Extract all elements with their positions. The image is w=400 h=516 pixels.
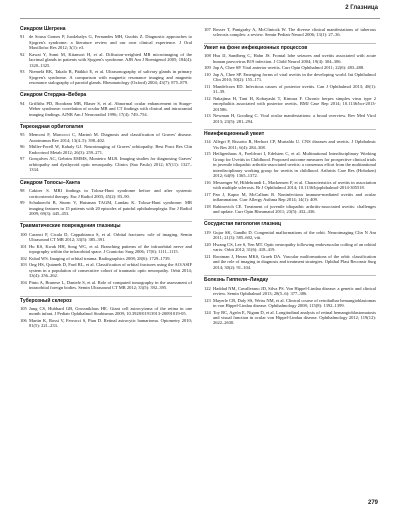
reference-entry — [204, 298, 376, 309]
section-heading: Синдром Стерджа–Вебера — [20, 90, 192, 98]
reference-text: Haddad NM, Cavallerano JD, Silva PS. Von Hippel-Lindau disease: a genetic and clinical review. Semin Ophthalmol 2013; 28(5–6): 377–386. — [213, 285, 376, 296]
section-heading: Травматические повреждения глазницы — [20, 221, 192, 229]
reference-text: Gujar SK, Gandhi D. Congenital malformations of the orbit. Neuroimaging Clin N Am 2011; 21(3): 585–602, viii. — [213, 229, 376, 241]
reference-number: 94 — [20, 100, 25, 106]
chapter-title: 2 Глазница — [345, 5, 378, 11]
section-heading: Синдром Шегрена — [20, 26, 66, 32]
reference-text: Jap A, Chee SP. Emerging forms of viral uveitis in the developing world. Int Ophthalmol Clin 2010; 50(2): 155–171. — [213, 71, 376, 83]
reference-number: 123 — [204, 297, 211, 303]
reference-text: Griffiths PD, Boodram MB, Blaser S, et al. Abnormal ocular enhancement in Sturge-Weber syndrome: correlation of ocular MR and CT findings with clinical and intracranial imaging findings. AJNR Am J Neuroradiol 1996; 17(4): 749–754. — [29, 100, 192, 117]
section-heading: Увеит на фоне инфекционных процессов — [204, 43, 376, 51]
page-number: 279 — [367, 500, 378, 506]
reference-entry — [204, 192, 376, 203]
section-heading: Синдром Толосы–Ханта — [20, 178, 192, 186]
reference-number: 98 — [20, 188, 25, 194]
reference-number: 96 — [20, 144, 25, 150]
reference-entry — [204, 151, 376, 178]
reference-entry — [20, 156, 192, 172]
reference-text: Jap A, Chee SP. Viral anterior uveitis. Curr Opin Ophthalmol 2011; 22(6): 483–488. — [213, 65, 365, 71]
reference-entry — [20, 262, 192, 278]
reference-text: Rootman J, Heran MKS, Graeb DA. Vascular malformations of the orbit: classification and the role of imaging in diagnosis and treatment strategies. Ophthal Plast Reconstr Surg 2014; 30(2): 91–104. — [213, 253, 376, 270]
reference-number: 121 — [204, 253, 211, 259]
reference-text: Messenger W, Hildebrandt L, Mackensen F, et al. Characteristics of uveitis in association with multiple sclerosis. Br J Ophthalmol 2014; 10.1136/bjophthalmol-2014-305518. — [213, 179, 376, 191]
section-heading: Туберозный склероз — [20, 296, 192, 304]
left-column — [20, 27, 192, 330]
reference-number: 101 — [20, 243, 27, 249]
reference-number: 91 — [20, 34, 25, 40]
reference-text: Cakirer S. MRI findings in Tolosa-Hunt syndrome before and after systemic corticosteroid therapy. Eur J Radiol 2003; 45(2): 83–90. — [29, 188, 192, 199]
reference-number: 113 — [204, 113, 211, 119]
reference-text: Kawai Y, Sumi M, Kitamori H, et al. Diffusion-weighted MR microimaging of the lacrimal glands in patients with Sjogren's syndrome. AJR Am J Roentgenol 2005; 184(4): 1320–1325. — [29, 51, 192, 68]
reference-number: 100 — [20, 231, 27, 237]
reference-number: 106 — [20, 317, 27, 323]
reference-entry — [20, 69, 192, 85]
reference-columns — [20, 27, 380, 483]
reference-entry — [204, 27, 376, 38]
reference-number: 107 — [204, 27, 211, 32]
reference-number: 97 — [20, 156, 25, 162]
reference-text: Hsu IJ, Sandberg C, Hahn JS. Frontal lobe seizures and uveitis associated with acute human parvovirus B19 infection. J Child Neurol 2004; 19(4): 304–306. — [213, 53, 376, 64]
section-heading: Болезнь Гиппеля–Линдау — [204, 275, 376, 283]
reference-text: Toy BC, Agrón E, Nigam D, et al. Longitudinal analysis of retinal hemangioblastomatosis and visual function in ocular von Hippel-Lindau disease. Ophthalmology 2012; 119(12): 2622–2630. — [213, 309, 376, 326]
reference-entry — [20, 232, 192, 243]
reference-number: 92 — [20, 51, 25, 57]
reference-entry — [204, 180, 376, 191]
reference-text: Mayerle CB, Daly SS, Weiss NM, et al. Clinical course of retrobulbar hemangioblastomas in von Hippel-Lindau disease. Ophthalmology 2008; 115(8): 1392–1399. — [213, 297, 376, 308]
reference-entry — [20, 244, 192, 255]
reference-entry — [204, 204, 376, 215]
reference-number: 104 — [20, 279, 27, 285]
reference-entry — [204, 230, 376, 241]
reference-number: 114 — [204, 139, 211, 145]
reference-number: 105 — [20, 305, 27, 311]
reference-text: Martin K, Rossi V, Ferrucci S, Pian D. Retinal astrocytic hamartoma. Optometry 2010; 81(5): 221–233. — [29, 317, 192, 329]
reference-number: 103 — [20, 262, 27, 268]
reference-text: Gonçalves AC, Gebrim EMMS, Monteiro MLR. Imaging studies for diagnosing Graves' orbitopathy and dysthyroid optic neuropathy. Clinics (Sao Paulo) 2012; 67(11): 1327–1334. — [29, 156, 192, 173]
section-heading: Тиреоидная орбитопатия — [20, 122, 192, 130]
reference-text: Hu KS, Kwak HH, Song WC, et al. Branching patterns of the infraorbital nerve and topography within the infraorbital space. J Craniofac Surg 2006; 17(6): 1111–1115. — [29, 243, 192, 255]
reference-entry — [20, 34, 192, 50]
reference-entry — [20, 144, 192, 155]
reference-entry — [20, 256, 192, 261]
reference-entry — [20, 132, 192, 143]
reference-entry — [204, 242, 376, 253]
reference-text: de Sousa Gomes P, Juodzbalys G, Fernandes MH, Guobis Z. Diagnostic approaches to Sjogren's syndrome: a literature review and our own clinical experience. J Oral Maxillofac Res 2012; 3(1): e3. — [29, 34, 192, 51]
reference-entry — [204, 254, 376, 270]
reference-number: 118 — [204, 203, 211, 209]
reference-entry — [20, 200, 192, 216]
reference-number: 115 — [204, 151, 211, 157]
reference-text: Heiligenhaus A, Foeldvari I, Edelsten C, et al. Multinational Interdisciplinary Working Group for Uveitis in Childhood. Proposed outcome measures for prospective clinical trials in juvenile idiopathic arthritis-associated uveitis: a consensus effort from the multinational interdisciplinary working group for uveitis in childhood. Arthritis Care Res (Hoboken) 2012; 64(9): 1365–1372. — [213, 151, 376, 179]
page-header — [0, 0, 400, 24]
reference-text: Mandelcorn ED. Infectious causes of posterior uveitis. Can J Ophthalmol 2013; 48(1): 31–39. — [213, 83, 376, 95]
reference-entry — [204, 286, 376, 297]
reference-entry — [204, 53, 376, 64]
reference-entry — [204, 113, 376, 124]
reference-number: 108 — [204, 53, 211, 59]
reference-text: Jung CS, Hubbard GB, Grossniklaus HE. Giant cell astrocytoma of the retina in one month infant. J Pediatr Ophthalmol Strabismus 2009; 10.3928/01913913-20091019-05. — [29, 305, 192, 317]
reference-entry — [204, 96, 376, 112]
reference-number: 112 — [204, 95, 211, 101]
reference-entry — [204, 72, 376, 83]
reference-text: Pan J, Kapur M, McCallum R. Noninfectious immune-mediated uveitis and ocular inflammation. Curr Allergy Asthma Rep 2014; 14(1): 409. — [213, 191, 376, 203]
reference-entry — [20, 306, 192, 317]
reference-number: 117 — [204, 191, 211, 197]
reference-number: 110 — [204, 71, 211, 77]
reference-number: 95 — [20, 132, 25, 138]
reference-entry — [20, 52, 192, 68]
reference-number: 119 — [204, 229, 211, 235]
reference-text: Caranci F, Cicala D, Cappabianca S, et al. Orbital fractures: role of imaging. Semin Ultrasound CT MR 2012; 33(5): 385–391. — [29, 231, 192, 243]
reference-entry — [204, 310, 376, 326]
reference-number: 93 — [20, 69, 25, 75]
reference-text: Newman H, Gooding C. Viral ocular manifestations: a broad overview. Rev Med Virol 2013; 23(5): 281–294. — [213, 113, 376, 124]
reference-text: Ong HS, Qutaneh D, Fard RL, et al. Classification of orbital fractures using the AO/ASIF system in a population of consecutive cohort of traumatic optic neuropathy. Orbit 2014; 33(4): 256–262. — [29, 262, 192, 279]
reference-number: 116 — [204, 179, 211, 185]
reference-text: Schuknecht B, Sturm V, Huisman TAGM, Landau K. Tolosa-Hunt syndrome: MR imaging features in 15 patients with 20 episodes of painful ophthalmoplegia. Eur J Radiol 2009; 69(3): 445–453. — [29, 200, 192, 216]
reference-entry — [20, 318, 192, 329]
reference-text: Pinto A, Brunese L, Daniele S, et al. Role of computed tomography in the assessment of intraorbital foreign bodies. Semin Ultrasound CT MR 2012; 33(5): 392–395. — [29, 279, 192, 291]
reference-number: 102 — [20, 255, 27, 261]
reference-text: Müller-Forell W, Kahaly GJ. Neuroimaging of Graves' orbitopathy. Best Pract Res Clin Endocrinol Metab 2012; 26(3): 259–271. — [29, 144, 192, 155]
reference-number: 109 — [204, 65, 211, 71]
reference-text: Rabinovich CE. Treatment of juvenile idiopathic arthritis-associated uveitis: challenges and update. Curr Opin Rheumatol 2011; 23(5): 432–436. — [213, 203, 376, 215]
reference-entry — [20, 280, 192, 291]
reference-entry — [204, 65, 376, 70]
reference-text: Kubal WS. Imaging of orbital trauma. Radiographics 2008; 28(6): 1729–1739. — [29, 255, 171, 261]
section-heading: Неинфекционный увеит — [204, 129, 376, 137]
reference-entry — [20, 188, 192, 199]
reference-number: 124 — [204, 309, 211, 315]
reference-text: Rosser T, Panigrahy A, McClintock W. The diverse clinical manifestations of tuberous sclerosis complex: a review. Semin Pediatr Neurol 2006; 13(1): 27–36. — [213, 27, 376, 38]
right-column — [204, 27, 376, 327]
header-rule — [20, 18, 380, 19]
reference-text: Nakajima H, Tani H, Kobayashi T, Kimura F. Chronic herpes simplex virus type 2 encephalitis associated with posterior uveitis. BMJ Case Rep 2014; 10.1136/bcr-2013-201586. — [213, 95, 376, 112]
reference-entry — [204, 84, 376, 95]
reference-text: Menconi F, Marcocci C, Marinò M. Diagnosis and classification of Graves' disease. Autoimmun Rev 2014; 13(4–5): 398–402. — [29, 132, 192, 143]
reference-text: Niemelä RK, Takalo R, Pääkkö E, et al. Ultrasonography of salivary glands in primary Sjogren's syndrome. A comparison with magnetic resonance imaging and magnetic resonance sialography of parotid glands. Rheumatology (Oxford) 2004; 43(7): 875–879. — [29, 69, 192, 86]
reference-entry — [204, 139, 376, 150]
reference-entry — [20, 101, 192, 117]
reference-number: 122 — [204, 285, 211, 291]
reference-text: Hwang CS, Lee S, Yen MT. Optic neuropathy following endovascular coiling of an orbital varix. Orbit 2012; 31(6): 418–419. — [213, 241, 376, 253]
section-heading: Сосудистая патология глазниц — [204, 219, 376, 227]
reference-number: 120 — [204, 241, 211, 247]
reference-number: 111 — [204, 83, 211, 89]
reference-text: Allegri P, Rissotto R, Herbort CP, Murialdo U. CNS diseases and uveitis. J Ophthalmic Vis Res 2011; 6(4): 284–308. — [213, 139, 376, 150]
reference-number: 99 — [20, 200, 25, 206]
